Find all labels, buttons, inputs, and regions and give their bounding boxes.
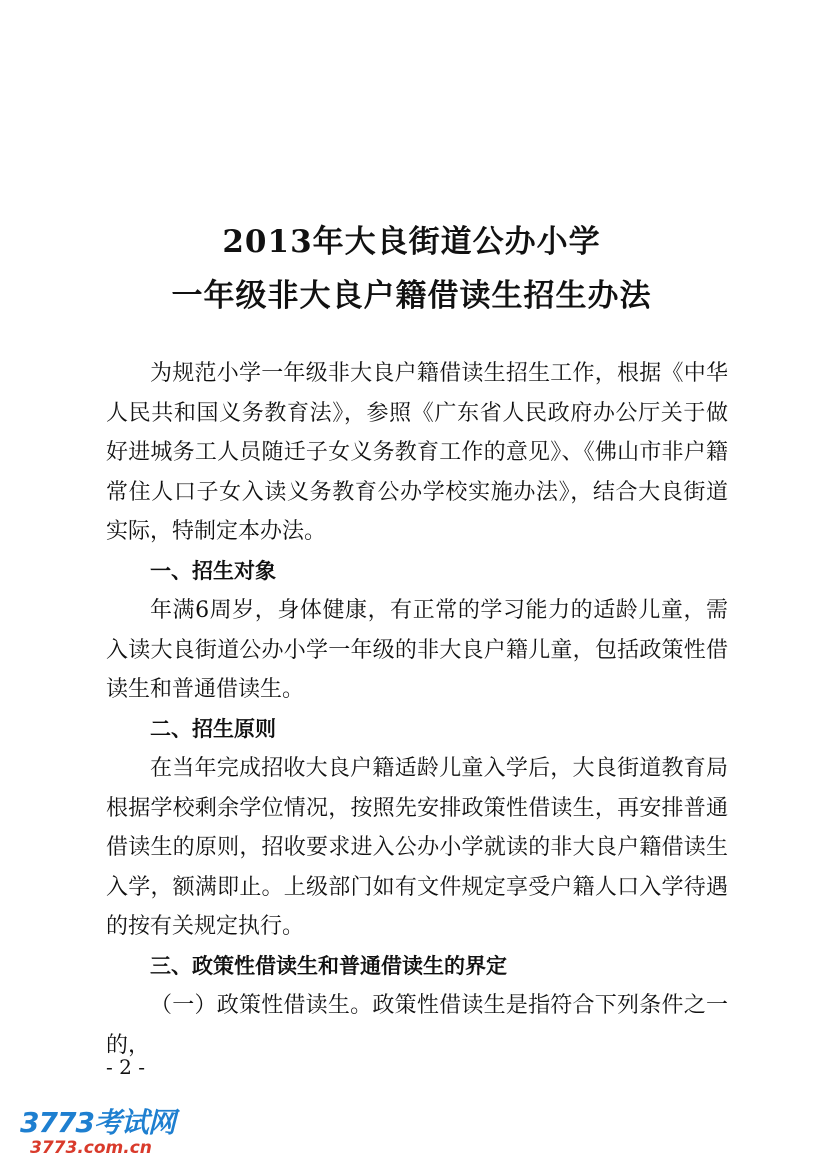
section-heading-definitions: 三、政策性借读生和普通借读生的界定 (150, 953, 507, 978)
document-title-line-1: 2013年大良街道公办小学 (222, 224, 601, 260)
document-body (106, 354, 728, 1065)
site-watermark-logo (20, 1108, 180, 1164)
intro-paragraph: 为规范小学一年级非大良户籍借读生招生工作，根据《中华人民共和国义务教育法》，参照《广东省人民政府办公厅关于做好进城务工人员随迁子女义务教育工作的意见》、《佛山市非户籍常住人口子女入读义务教育公办学校实施办法》，结合大良街道实际，特制定本办法。 (106, 361, 728, 544)
section-heading-enrollment-target: 一、招生对象 (150, 558, 276, 583)
policy-student-paragraph: （一）政策性借读生。政策性借读生是指符合下列条件之一的， (106, 993, 728, 1058)
watermark-sub-text: 3773.com.cn (30, 1138, 152, 1158)
watermark-main-text: 3773考试网 (20, 1106, 175, 1139)
section-heading-enrollment-principle: 二、招生原则 (150, 716, 276, 741)
enrollment-target-paragraph: 年满6周岁，身体健康，有正常的学习能力的适龄儿童，需入读大良街道公办小学一年级的非大良户籍儿童，包括政策性借读生和普通借读生。 (106, 598, 728, 702)
page-number: - 2 - (106, 1055, 145, 1079)
document-title-line-2: 一年级非大良户籍借读生招生办法 (171, 278, 652, 314)
enrollment-principle-paragraph: 在当年完成招收大良户籍适龄儿童入学后，大良街道教育局根据学校剩余学位情况，按照先安排政策性借读生，再安排普通借读生的原则，招收要求进入公办小学就读的非大良户籍借读生入学，额满即止。上级部门如有文件规定享受户籍人口入学待遇的按有关规定执行。 (106, 756, 728, 939)
